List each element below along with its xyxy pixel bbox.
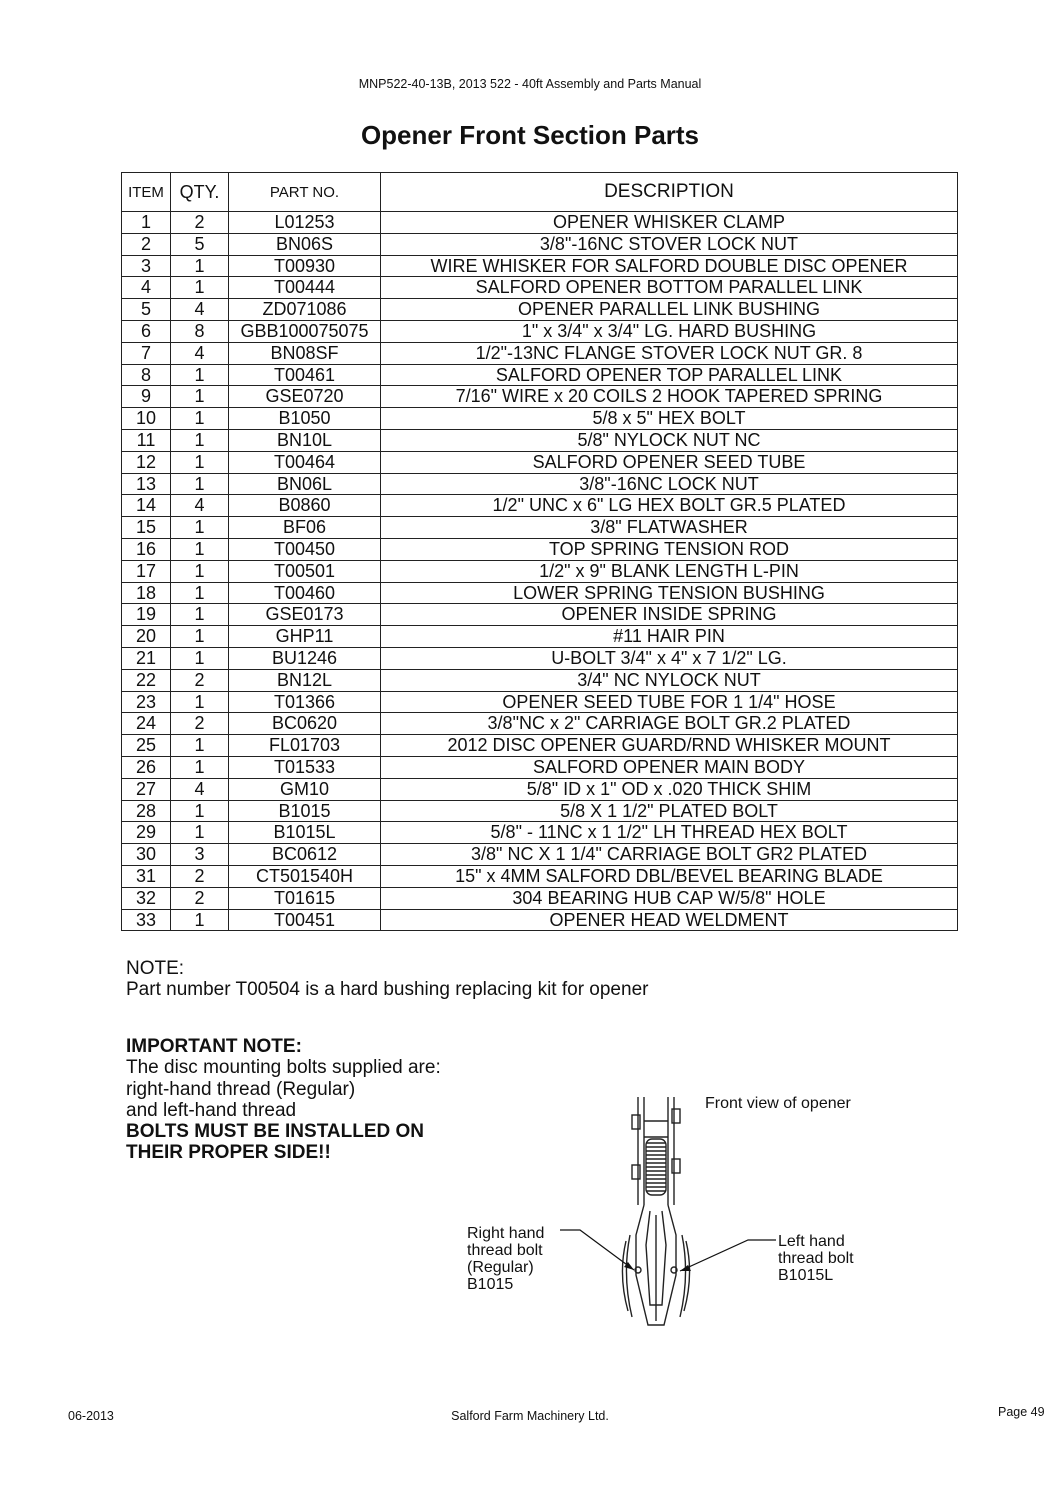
part-no-cell: L01253 [229, 212, 381, 234]
qty-cell: 1 [171, 582, 229, 604]
manual-header: MNP522-40-13B, 2013 522 - 40ft Assembly and Parts Manual [358, 77, 702, 91]
item-cell: 20 [122, 626, 171, 648]
qty-cell: 2 [171, 713, 229, 735]
item-cell: 28 [122, 800, 171, 822]
part-no-cell: GBB100075075 [229, 320, 381, 342]
part-no-cell: GM10 [229, 778, 381, 800]
important-line-2: right-hand thread (Regular) [126, 1078, 356, 1100]
right-label-line-2: thread bolt [467, 1242, 543, 1259]
right-label-line-1: Right hand [467, 1225, 545, 1242]
footer-page-number: Page 49 [998, 1405, 1045, 1419]
item-cell: 3 [122, 255, 171, 277]
header-part-no: PART NO. [229, 173, 381, 212]
description-cell: 1/2" x 9" BLANK LENGTH L-PIN [381, 560, 958, 582]
description-cell: U-BOLT 3/4" x 4" x 7 1/2" LG. [381, 647, 958, 669]
part-no-cell: T01366 [229, 691, 381, 713]
item-cell: 8 [122, 364, 171, 386]
item-cell: 6 [122, 320, 171, 342]
description-cell: 3/4" NC NYLOCK NUT [381, 669, 958, 691]
part-no-cell: T00451 [229, 909, 381, 931]
table-row [122, 756, 958, 778]
description-cell: OPENER SEED TUBE FOR 1 1/4" HOSE [381, 691, 958, 713]
item-cell: 10 [122, 408, 171, 430]
important-bold-line-2: THEIR PROPER SIDE!! [126, 1142, 331, 1164]
part-no-cell: BN08SF [229, 342, 381, 364]
item-cell: 7 [122, 342, 171, 364]
table-row [122, 255, 958, 277]
description-cell: LOWER SPRING TENSION BUSHING [381, 582, 958, 604]
page-title: Opener Front Section Parts [360, 120, 700, 150]
item-cell: 19 [122, 604, 171, 626]
part-no-cell: T00501 [229, 560, 381, 582]
table-row [122, 386, 958, 408]
description-cell: OPENER PARALLEL LINK BUSHING [381, 299, 958, 321]
table-row [122, 299, 958, 321]
qty-cell: 1 [171, 691, 229, 713]
description-cell: 5/8 X 1 1/2" PLATED BOLT [381, 800, 958, 822]
item-cell: 1 [122, 212, 171, 234]
table-row [122, 320, 958, 342]
item-cell: 16 [122, 538, 171, 560]
description-cell: 3/8" FLATWASHER [381, 517, 958, 539]
part-no-cell: GSE0173 [229, 604, 381, 626]
right-label-line-3: (Regular) [467, 1259, 534, 1276]
description-cell: SALFORD OPENER SEED TUBE [381, 451, 958, 473]
table-row [122, 342, 958, 364]
part-no-cell: FL01703 [229, 735, 381, 757]
table-row [122, 451, 958, 473]
table-row [122, 582, 958, 604]
description-cell: 3/8"-16NC STOVER LOCK NUT [381, 233, 958, 255]
item-cell: 29 [122, 822, 171, 844]
description-cell: #11 HAIR PIN [381, 626, 958, 648]
qty-cell: 1 [171, 822, 229, 844]
description-cell: 304 BEARING HUB CAP W/5/8" HOLE [381, 887, 958, 909]
qty-cell: 4 [171, 778, 229, 800]
part-no-cell: BN06S [229, 233, 381, 255]
part-no-cell: B1050 [229, 408, 381, 430]
right-label-line-4: B1015 [467, 1276, 514, 1293]
description-cell: 15" x 4MM SALFORD DBL/BEVEL BEARING BLADE [381, 865, 958, 887]
important-note-block [126, 1036, 441, 1164]
item-cell: 5 [122, 299, 171, 321]
header-item: ITEM [122, 173, 171, 212]
table-row [122, 429, 958, 451]
item-cell: 2 [122, 233, 171, 255]
table-row [122, 495, 958, 517]
description-cell: 3/8"-16NC LOCK NUT [381, 473, 958, 495]
part-no-cell: GSE0720 [229, 386, 381, 408]
part-no-cell: BU1246 [229, 647, 381, 669]
part-no-cell: ZD071086 [229, 299, 381, 321]
table-row [122, 778, 958, 800]
description-cell: 3/8"NC x 2" CARRIAGE BOLT GR.2 PLATED [381, 713, 958, 735]
table-row [122, 473, 958, 495]
description-cell: 1/2" UNC x 6" LG HEX BOLT GR.5 PLATED [381, 495, 958, 517]
part-no-cell: B0860 [229, 495, 381, 517]
table-row [122, 669, 958, 691]
part-no-cell: T00464 [229, 451, 381, 473]
part-no-cell: B1015 [229, 800, 381, 822]
item-cell: 17 [122, 560, 171, 582]
note-label: NOTE: [126, 958, 185, 979]
part-no-cell: BN06L [229, 473, 381, 495]
item-cell: 24 [122, 713, 171, 735]
table-row [122, 604, 958, 626]
qty-cell: 1 [171, 626, 229, 648]
item-cell: 9 [122, 386, 171, 408]
qty-cell: 2 [171, 865, 229, 887]
table-row [122, 691, 958, 713]
table-row [122, 887, 958, 909]
table-row [122, 560, 958, 582]
item-cell: 15 [122, 517, 171, 539]
description-cell: 5/8 x 5" HEX BOLT [381, 408, 958, 430]
left-label-line-3: B1015L [778, 1267, 834, 1284]
table-row [122, 735, 958, 757]
qty-cell: 2 [171, 669, 229, 691]
qty-cell: 1 [171, 604, 229, 626]
item-cell: 33 [122, 909, 171, 931]
part-no-cell: T01533 [229, 756, 381, 778]
note-text: Part number T00504 is a hard bushing replacing kit for opener [126, 979, 649, 1000]
item-cell: 11 [122, 429, 171, 451]
item-cell: 4 [122, 277, 171, 299]
table-row [122, 865, 958, 887]
qty-cell: 1 [171, 386, 229, 408]
item-cell: 25 [122, 735, 171, 757]
qty-cell: 1 [171, 800, 229, 822]
description-cell: SALFORD OPENER BOTTOM PARALLEL LINK [381, 277, 958, 299]
header-qty: QTY. [171, 173, 229, 212]
item-cell: 14 [122, 495, 171, 517]
table-row [122, 822, 958, 844]
description-cell: 5/8" ID x 1" OD x .020 THICK SHIM [381, 778, 958, 800]
table-row [122, 647, 958, 669]
table-row [122, 517, 958, 539]
figure-caption: Front view of opener [705, 1095, 851, 1112]
table-row [122, 212, 958, 234]
table-row [122, 626, 958, 648]
part-no-cell: BC0620 [229, 713, 381, 735]
qty-cell: 4 [171, 495, 229, 517]
qty-cell: 1 [171, 538, 229, 560]
item-cell: 32 [122, 887, 171, 909]
description-cell: 5/8" - 11NC x 1 1/2" LH THREAD HEX BOLT [381, 822, 958, 844]
description-cell: 7/16" WIRE x 20 COILS 2 HOOK TAPERED SPRING [381, 386, 958, 408]
part-no-cell: GHP11 [229, 626, 381, 648]
part-no-cell: T00930 [229, 255, 381, 277]
parts-table-body [122, 212, 958, 931]
qty-cell: 1 [171, 255, 229, 277]
part-no-cell: B1015L [229, 822, 381, 844]
right-hand-bolt-label [467, 1225, 544, 1293]
qty-cell: 1 [171, 909, 229, 931]
qty-cell: 1 [171, 364, 229, 386]
table-row [122, 538, 958, 560]
description-cell: WIRE WHISKER FOR SALFORD DOUBLE DISC OPENER [381, 255, 958, 277]
item-cell: 26 [122, 756, 171, 778]
part-no-cell: BC0612 [229, 844, 381, 866]
description-cell: SALFORD OPENER MAIN BODY [381, 756, 958, 778]
item-cell: 22 [122, 669, 171, 691]
table-row [122, 364, 958, 386]
table-row [122, 408, 958, 430]
important-note-label: IMPORTANT NOTE: [126, 1036, 302, 1057]
table-row [122, 233, 958, 255]
part-no-cell: T00450 [229, 538, 381, 560]
part-no-cell: T00460 [229, 582, 381, 604]
important-line-3: and left-hand thread [126, 1099, 297, 1121]
qty-cell: 4 [171, 299, 229, 321]
qty-cell: 1 [171, 277, 229, 299]
note-block [126, 958, 648, 1000]
table-header-row [122, 173, 958, 212]
part-no-cell: T00461 [229, 364, 381, 386]
description-cell: 2012 DISC OPENER GUARD/RND WHISKER MOUNT [381, 735, 958, 757]
part-no-cell: CT501540H [229, 865, 381, 887]
important-bold-line-1: BOLTS MUST BE INSTALLED ON [126, 1121, 425, 1143]
opener-front-view-drawing [560, 1085, 820, 1335]
part-no-cell: BN10L [229, 429, 381, 451]
description-cell: OPENER WHISKER CLAMP [381, 212, 958, 234]
qty-cell: 1 [171, 408, 229, 430]
table-row [122, 713, 958, 735]
qty-cell: 1 [171, 429, 229, 451]
table-row [122, 800, 958, 822]
qty-cell: 1 [171, 647, 229, 669]
table-row [122, 277, 958, 299]
description-cell: OPENER INSIDE SPRING [381, 604, 958, 626]
footer-date: 06-2013 [68, 1409, 114, 1423]
qty-cell: 8 [171, 320, 229, 342]
qty-cell: 1 [171, 560, 229, 582]
item-cell: 12 [122, 451, 171, 473]
part-no-cell: BF06 [229, 517, 381, 539]
left-label-line-2: thread bolt [778, 1250, 854, 1267]
left-label-line-1: Left hand [778, 1233, 845, 1250]
description-cell: OPENER HEAD WELDMENT [381, 909, 958, 931]
qty-cell: 3 [171, 844, 229, 866]
footer-company: Salford Farm Machinery Ltd. [451, 1409, 609, 1423]
table-row [122, 844, 958, 866]
item-cell: 23 [122, 691, 171, 713]
description-cell: 3/8" NC X 1 1/4" CARRIAGE BOLT GR2 PLATED [381, 844, 958, 866]
qty-cell: 4 [171, 342, 229, 364]
qty-cell: 1 [171, 735, 229, 757]
item-cell: 27 [122, 778, 171, 800]
part-no-cell: T01615 [229, 887, 381, 909]
qty-cell: 5 [171, 233, 229, 255]
description-cell: TOP SPRING TENSION ROD [381, 538, 958, 560]
part-no-cell: T00444 [229, 277, 381, 299]
parts-table [121, 172, 958, 931]
important-line-1: The disc mounting bolts supplied are: [126, 1057, 441, 1079]
table-row [122, 909, 958, 931]
description-cell: 1/2"-13NC FLANGE STOVER LOCK NUT GR. 8 [381, 342, 958, 364]
qty-cell: 1 [171, 756, 229, 778]
description-cell: SALFORD OPENER TOP PARALLEL LINK [381, 364, 958, 386]
item-cell: 30 [122, 844, 171, 866]
qty-cell: 1 [171, 473, 229, 495]
qty-cell: 2 [171, 212, 229, 234]
header-description: DESCRIPTION [381, 173, 958, 212]
item-cell: 31 [122, 865, 171, 887]
qty-cell: 2 [171, 887, 229, 909]
qty-cell: 1 [171, 517, 229, 539]
qty-cell: 1 [171, 451, 229, 473]
item-cell: 21 [122, 647, 171, 669]
description-cell: 1" x 3/4" x 3/4" LG. HARD BUSHING [381, 320, 958, 342]
part-no-cell: BN12L [229, 669, 381, 691]
item-cell: 13 [122, 473, 171, 495]
item-cell: 18 [122, 582, 171, 604]
description-cell: 5/8" NYLOCK NUT NC [381, 429, 958, 451]
